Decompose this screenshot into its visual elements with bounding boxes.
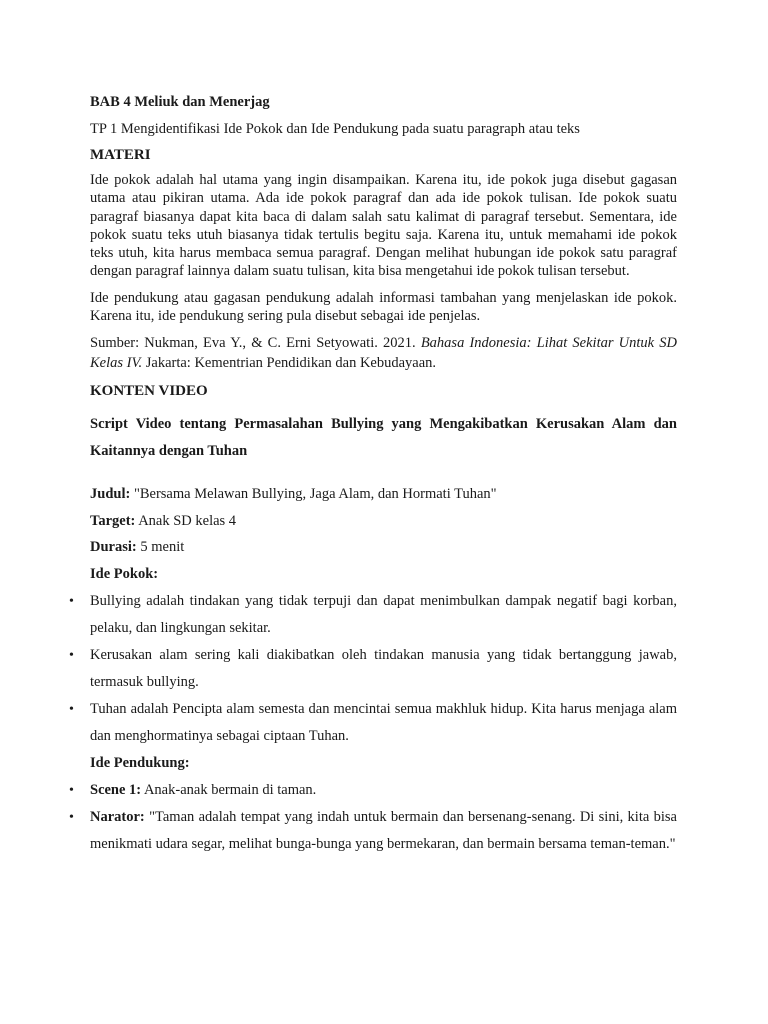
list-item-text: Bullying adalah tindakan yang tidak terpuji dan dapat menimbulkan dampak negatif bagi korban, pelaku, dan lingkungan sekitar.: [90, 592, 677, 636]
list-item: [69, 804, 677, 858]
script-title: Script Video tentang Permasalahan Bullying yang Mengakibatkan Kerusakan Alam dan Kaitannya dengan Tuhan: [90, 416, 677, 459]
narator-label: Narator:: [90, 808, 145, 825]
list-item-text: Tuhan adalah Pencipta alam semesta dan mencintai semua makhluk hidup. Kita harus menjaga alam dan menghormatinya sebagai ciptaan Tuhan.: [90, 700, 677, 744]
scene-text: Anak-anak bermain di taman.: [141, 781, 317, 798]
scene-label: Scene 1:: [90, 781, 142, 798]
judul-line: [90, 481, 677, 508]
bullet-icon: •: [69, 593, 74, 609]
narator-text: "Taman adalah tempat yang indah untuk bermain dan bersenang-senang. Di sini, kita bisa menikmati udara segar, melihat bunga-bunga yang bermekaran, dan bermain bersama teman-teman.": [90, 808, 677, 852]
bullet-icon: •: [69, 809, 74, 825]
durasi-label: Durasi:: [90, 539, 137, 556]
list-item: [69, 588, 677, 642]
list-item: [69, 777, 677, 804]
bullet-icon: •: [69, 647, 74, 663]
konten-video-heading: KONTEN VIDEO: [90, 383, 208, 400]
durasi-line: [90, 534, 677, 561]
ide-pokok-heading: Ide Pokok:: [90, 565, 159, 582]
chapter-heading: BAB 4 Meliuk dan Menerjag: [90, 94, 270, 110]
target-value: Anak SD kelas 4: [135, 512, 237, 529]
bullet-icon: •: [69, 782, 74, 798]
ide-pendukung-heading: Ide Pendukung:: [90, 754, 190, 771]
materi-heading: MATERI: [90, 147, 151, 163]
learning-objective: TP 1 Mengidentifikasi Ide Pokok dan Ide Pendukung pada suatu paragraph atau teks: [90, 121, 580, 137]
durasi-value: 5 menit: [136, 539, 185, 556]
source-book-title: Bahasa Indonesia: Lihat Sekitar Untuk SD Kelas IV.: [90, 335, 677, 372]
target-label: Target:: [90, 512, 136, 529]
ide-pendukung-list: [69, 777, 677, 858]
ide-pokok-list: [69, 588, 677, 750]
target-line: [90, 508, 677, 535]
judul-label: Judul:: [90, 486, 131, 503]
list-item: [69, 642, 677, 696]
source-citation: [90, 333, 677, 373]
bullet-icon: •: [69, 701, 74, 717]
materi-paragraph-2: Ide pendukung atau gagasan pendukung adalah informasi tambahan yang menjelaskan ide pokok. Karena itu, ide pendukung sering pula disebut sebagai ide penjelas.: [90, 289, 677, 325]
source-prefix: Sumber: Nukman, Eva Y., & C. Erni Setyowati. 2021.: [90, 335, 421, 352]
document-content: [69, 92, 677, 858]
materi-paragraph-1: Ide pokok adalah hal utama yang ingin disampaikan. Karena itu, ide pokok juga disebut gagasan utama atau pikiran utama. Ada ide pokok paragraf dan ada ide pokok tulisan. Ide pokok suatu paragraf biasanya dapat kita baca di dalam salah satu kalimat di paragraf tersebut. Sementara, ide pokok suatu teks utuh biasanya tidak tertulis begitu saja. Karena itu, untuk memahami ide pokok teks utuh, kita harus membaca semua paragraf. Dengan melihat hubungan ide pokok satu paragraf dengan paragraf lainnya dalam suatu tulisan, kita bisa mengetahui ide pokok tulisan tersebut.: [90, 172, 677, 280]
list-item-text: Kerusakan alam sering kali diakibatkan oleh tindakan manusia yang tidak bertanggung jawab, termasuk bullying.: [90, 646, 677, 690]
list-item: [69, 696, 677, 750]
judul-value: "Bersama Melawan Bullying, Jaga Alam, dan Hormati Tuhan": [130, 486, 497, 503]
source-suffix: Jakarta: Kementrian Pendidikan dan Kebudayaan.: [142, 355, 437, 372]
